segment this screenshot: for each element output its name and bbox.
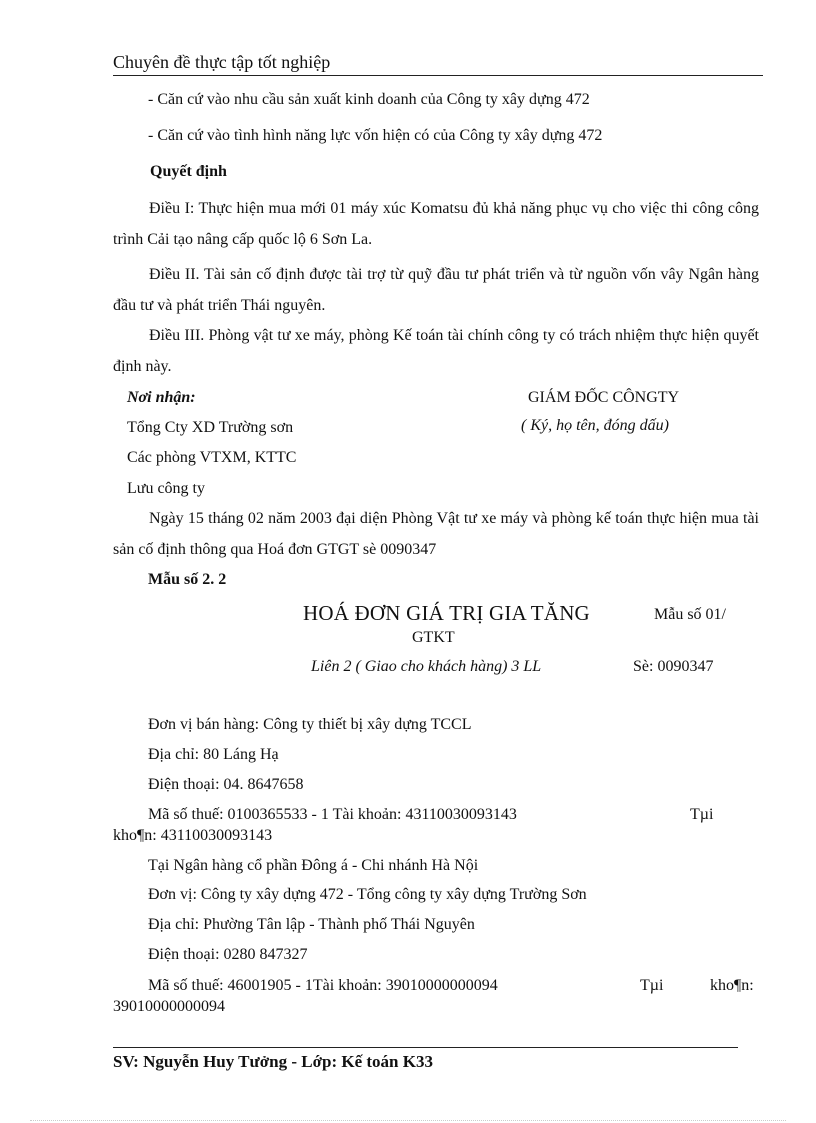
invoice-title: HOÁ ĐƠN GIÁ TRỊ GIA TĂNG <box>303 601 590 625</box>
seller-tax-cont: kho¶n: 43110030093143 <box>113 827 273 844</box>
recipient-item: Lưu công ty <box>127 480 205 497</box>
article-1: Điều I: Thực hiện mua mới 01 máy xúc Komatsu đủ khả năng phục vụ cho việc thi công công trình Cải tạo nâng cấp quốc lộ 6 Sơn La. <box>113 200 759 248</box>
seller-name: Đơn vị bán hàng: Công ty thiết bị xây dựng TCCL <box>148 716 472 733</box>
seller-address: Địa chỉ: 80 Láng Hạ <box>148 746 279 763</box>
article-3: Điều III. Phòng vật tư xe máy, phòng Kế toán tài chính công ty có trách nhiệm thực hiện quyết định này. <box>113 327 759 375</box>
signature-note: ( Ký, họ tên, đóng dấu) <box>521 417 669 434</box>
buyer-tax-right-2: kho¶n: <box>710 977 754 994</box>
signature-title: GIÁM ĐỐC CÔNGTY <box>528 389 680 406</box>
seller-bank: Tại Ngân hàng cổ phần Đông á - Chi nhánh Hà Nội <box>148 857 479 874</box>
buyer-phone: Điện thoại: 0280 847327 <box>148 946 308 963</box>
footer-rule <box>113 1047 738 1048</box>
buyer-tax-right-1: Tµi <box>640 977 664 994</box>
seller-tax: Mã số thuế: 0100365533 - 1 Tài khoản: 43110030093143 <box>148 806 517 823</box>
invoice-form-number-cont: GTKT <box>412 629 455 646</box>
invoice-serial: Sè: 0090347 <box>633 658 714 675</box>
buyer-name: Đơn vị: Công ty xây dựng 472 - Tổng công ty xây dựng Trường Sơn <box>148 886 587 903</box>
seller-tax-right: Tµi <box>690 806 714 823</box>
recipients-heading: Nơi nhận: <box>127 389 196 406</box>
article-2: Điều II. Tài sản cố định được tài trợ từ quỹ đầu tư phát triển và từ nguồn vốn vây Ngân hàng đầu tư và phát triển Thái nguyên. <box>113 266 759 314</box>
page-footer: SV: Nguyễn Huy Tưởng - Lớp: Kế toán K33 <box>113 1052 433 1071</box>
page-header-title: Chuyên đề thực tập tốt nghiệp <box>113 52 331 72</box>
header-rule <box>113 75 763 76</box>
page-bottom-border <box>30 1120 786 1121</box>
invoice-form-number: Mẫu số 01/ <box>654 606 726 623</box>
buyer-address: Địa chỉ: Phường Tân lập - Thành phố Thái Nguyên <box>148 916 475 933</box>
recipient-item: Các phòng VTXM, KTTC <box>127 449 297 466</box>
intro-line-2: - Căn cứ vào tình hình năng lực vốn hiện có của Công ty xây dựng 472 <box>148 127 603 144</box>
form-label: Mẫu số 2. 2 <box>148 571 227 588</box>
buyer-tax: Mã số thuế: 46001905 - 1Tài khoản: 39010000000094 <box>148 977 498 994</box>
decision-heading: Quyết định <box>150 163 227 180</box>
seller-phone: Điện thoại: 04. 8647658 <box>148 776 304 793</box>
buyer-tax-cont: 39010000000094 <box>113 998 225 1015</box>
purchase-note: Ngày 15 tháng 02 năm 2003 đại diện Phòng Vật tư xe máy và phòng kế toán thực hiện mua tài sản cố định thông qua Hoá đơn GTGT sè 0090347 <box>113 510 759 558</box>
invoice-copy-label: Liên 2 ( Giao cho khách hàng) 3 LL <box>311 658 542 675</box>
intro-line-1: - Căn cứ vào nhu cầu sản xuất kinh doanh của Công ty xây dựng 472 <box>148 91 590 108</box>
recipient-item: Tổng Cty XD Trường sơn <box>127 419 294 436</box>
